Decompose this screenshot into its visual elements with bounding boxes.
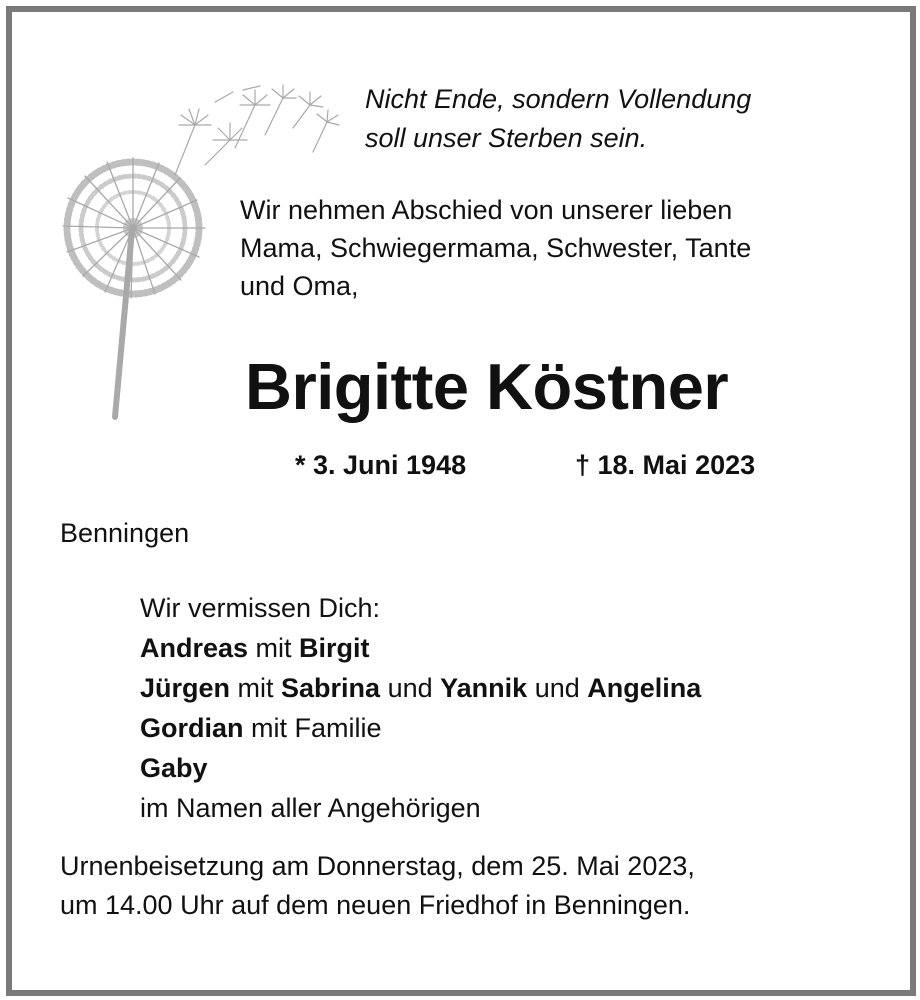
funeral-notice <box>60 847 695 925</box>
funeral-line: Urnenbeisetzung am Donnerstag, dem 25. Mai 2023, <box>60 851 695 881</box>
place-name: Benningen <box>60 518 190 548</box>
deceased-name: Brigitte Köstner <box>245 350 729 423</box>
motto-quote <box>365 80 875 158</box>
mourner-line: Andreas mit Birgit <box>140 633 370 663</box>
mourner-line: Gaby <box>140 753 208 783</box>
intro-line: Mama, Schwiegermama, Schwester, Tante <box>240 233 752 263</box>
death-date: † 18. Mai 2023 <box>575 450 756 480</box>
mourner-line: Jürgen mit Sabrina und Yannik und Angelina <box>140 673 702 703</box>
mourners-closing: im Namen aller Angehörigen <box>140 793 481 823</box>
mourners-heading: Wir vermissen Dich: <box>140 593 381 623</box>
funeral-line: um 14.00 Uhr auf dem neuen Friedhof in Benningen. <box>60 890 691 920</box>
mourners-list <box>140 588 701 828</box>
mourner-line: Gordian mit Familie <box>140 713 382 743</box>
intro-line: Wir nehmen Abschied von unserer lieben <box>240 195 733 225</box>
intro-text <box>240 191 880 305</box>
birth-date: * 3. Juni 1948 <box>295 450 467 480</box>
intro-line: und Oma, <box>240 271 359 301</box>
motto-line: soll unser Sterben sein. <box>365 123 648 153</box>
motto-line: Nicht Ende, sondern Vollendung <box>365 84 752 114</box>
